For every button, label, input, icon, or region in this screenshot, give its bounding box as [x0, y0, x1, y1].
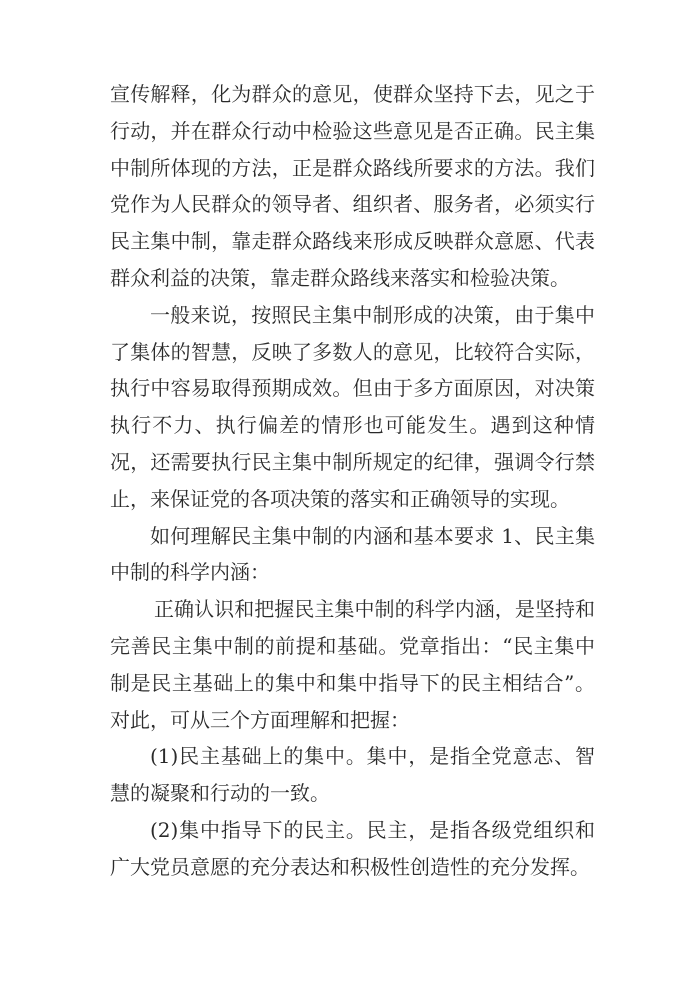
paragraph-point-2: (2)集中指导下的民主。民主，是指各级党组织和广大党员意愿的充分表达和积极性创造性的充分发挥。: [110, 817, 595, 879]
paragraph-continuation: 宣传解释，化为群众的意见，使群众坚持下去，见之于行动，并在群众行动中检验这些意见是否正确。民主集中制所体现的方法，正是群众路线所要求的方法。我们党作为人民群众的领导者、组织者、服务者，必须实行民主集中制，靠走群众路线来形成反映群众意愿、代表群众利益的决策，靠走群众路线来落实和检验决策。: [110, 82, 595, 290]
paragraph-decision-execution: 一般来说，按照民主集中制形成的决策，由于集中了集体的智慧，反映了多数人的意见，比较符合实际，执行中容易取得预期成效。但由于多方面原因，对决策执行不力、执行偏差的情形也可能发生。遇到这种情况，还需要执行民主集中制所规定的纪律，强调令行禁止，来保证党的各项决策的落实和正确领导的实现。: [110, 302, 595, 511]
paragraph-scientific-connotation: 正确认识和把握民主集中制的科学内涵，是坚持和完善民主集中制的前提和基础。党章指出：“民主集中制是民主基础上的集中和集中指导下的民主相结合”。对此，可从三个方面理解和把握：: [110, 597, 595, 732]
document-body: [110, 76, 595, 886]
paragraph-section-heading: 如何理解民主集中制的内涵和基本要求 1、民主集中制的科学内涵：: [110, 523, 595, 585]
paragraph-point-1: (1)民主基础上的集中。集中，是指全党意志、智慧的凝聚和行动的一致。: [110, 744, 595, 806]
